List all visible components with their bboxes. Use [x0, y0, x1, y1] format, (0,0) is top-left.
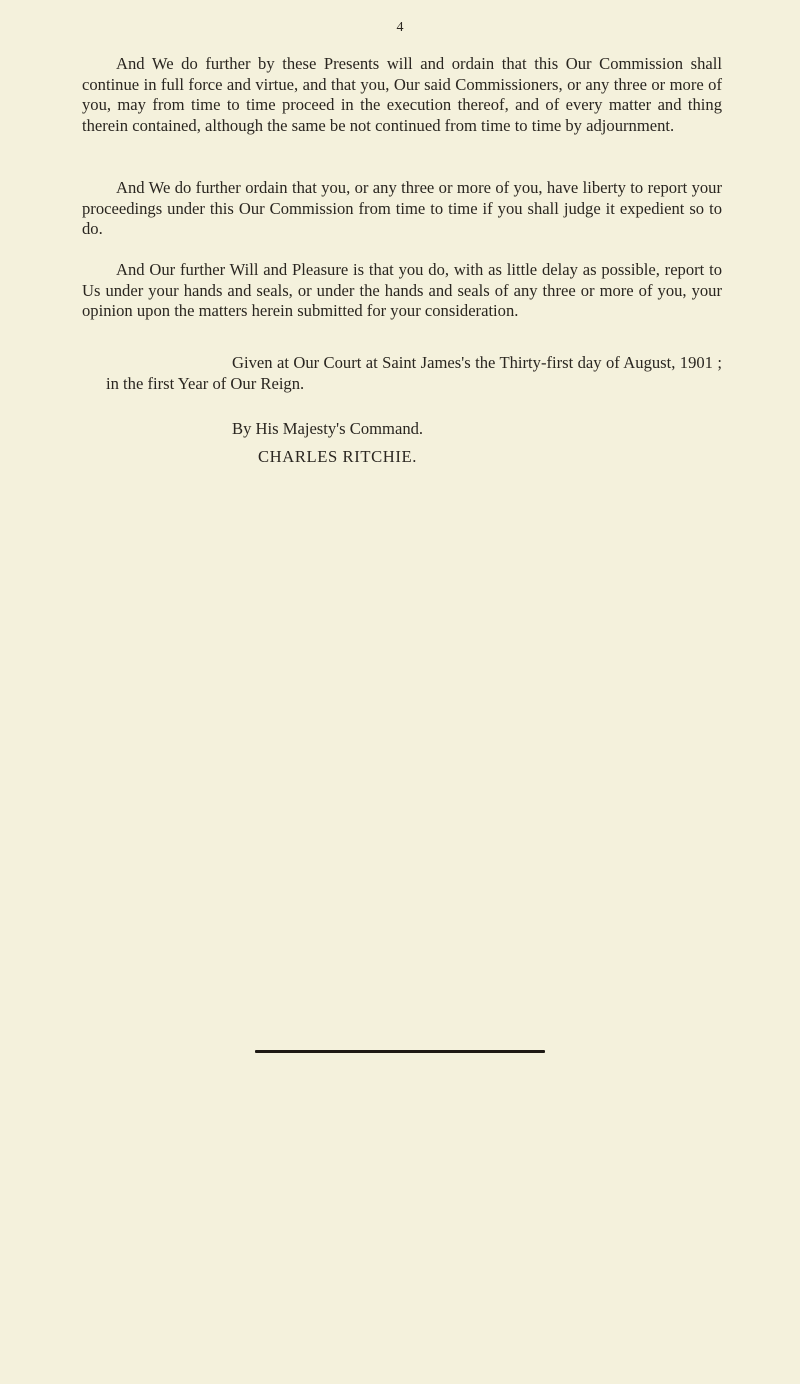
- paragraph-liberty-to-report: And We do further ordain that you, or any three or more of you, have liberty to report your proceedings under this Our Commission from time to time if you shall judge it expedient so to do.: [82, 178, 722, 239]
- paragraph-will-and-pleasure: And Our further Will and Pleasure is that you do, with as little delay as possible, report to Us under your hands and seals, or under the hands and seals of any three or more of you, your opinion upon the matters herein submitted for your consideration.: [82, 260, 722, 321]
- signature: CHARLES RITCHIE.: [258, 447, 417, 466]
- horizontal-rule: [255, 1050, 545, 1053]
- given-at-court: Given at Our Court at Saint James's the Thirty-first day of August, 1901 ; in the first Year of Our Reign.: [106, 353, 722, 393]
- by-command: By His Majesty's Command.: [232, 419, 424, 438]
- page-number: 4: [396, 20, 404, 35]
- paragraph-continuance: And We do further by these Presents will and ordain that this Our Commission shall continue in full force and virtue, and that you, Our said Commissioners, or any three or more of you, may from time to time proceed in the execution thereof, and of every matter and thing therein contained, although the same be not continued from time to time by adjournment.: [82, 54, 722, 135]
